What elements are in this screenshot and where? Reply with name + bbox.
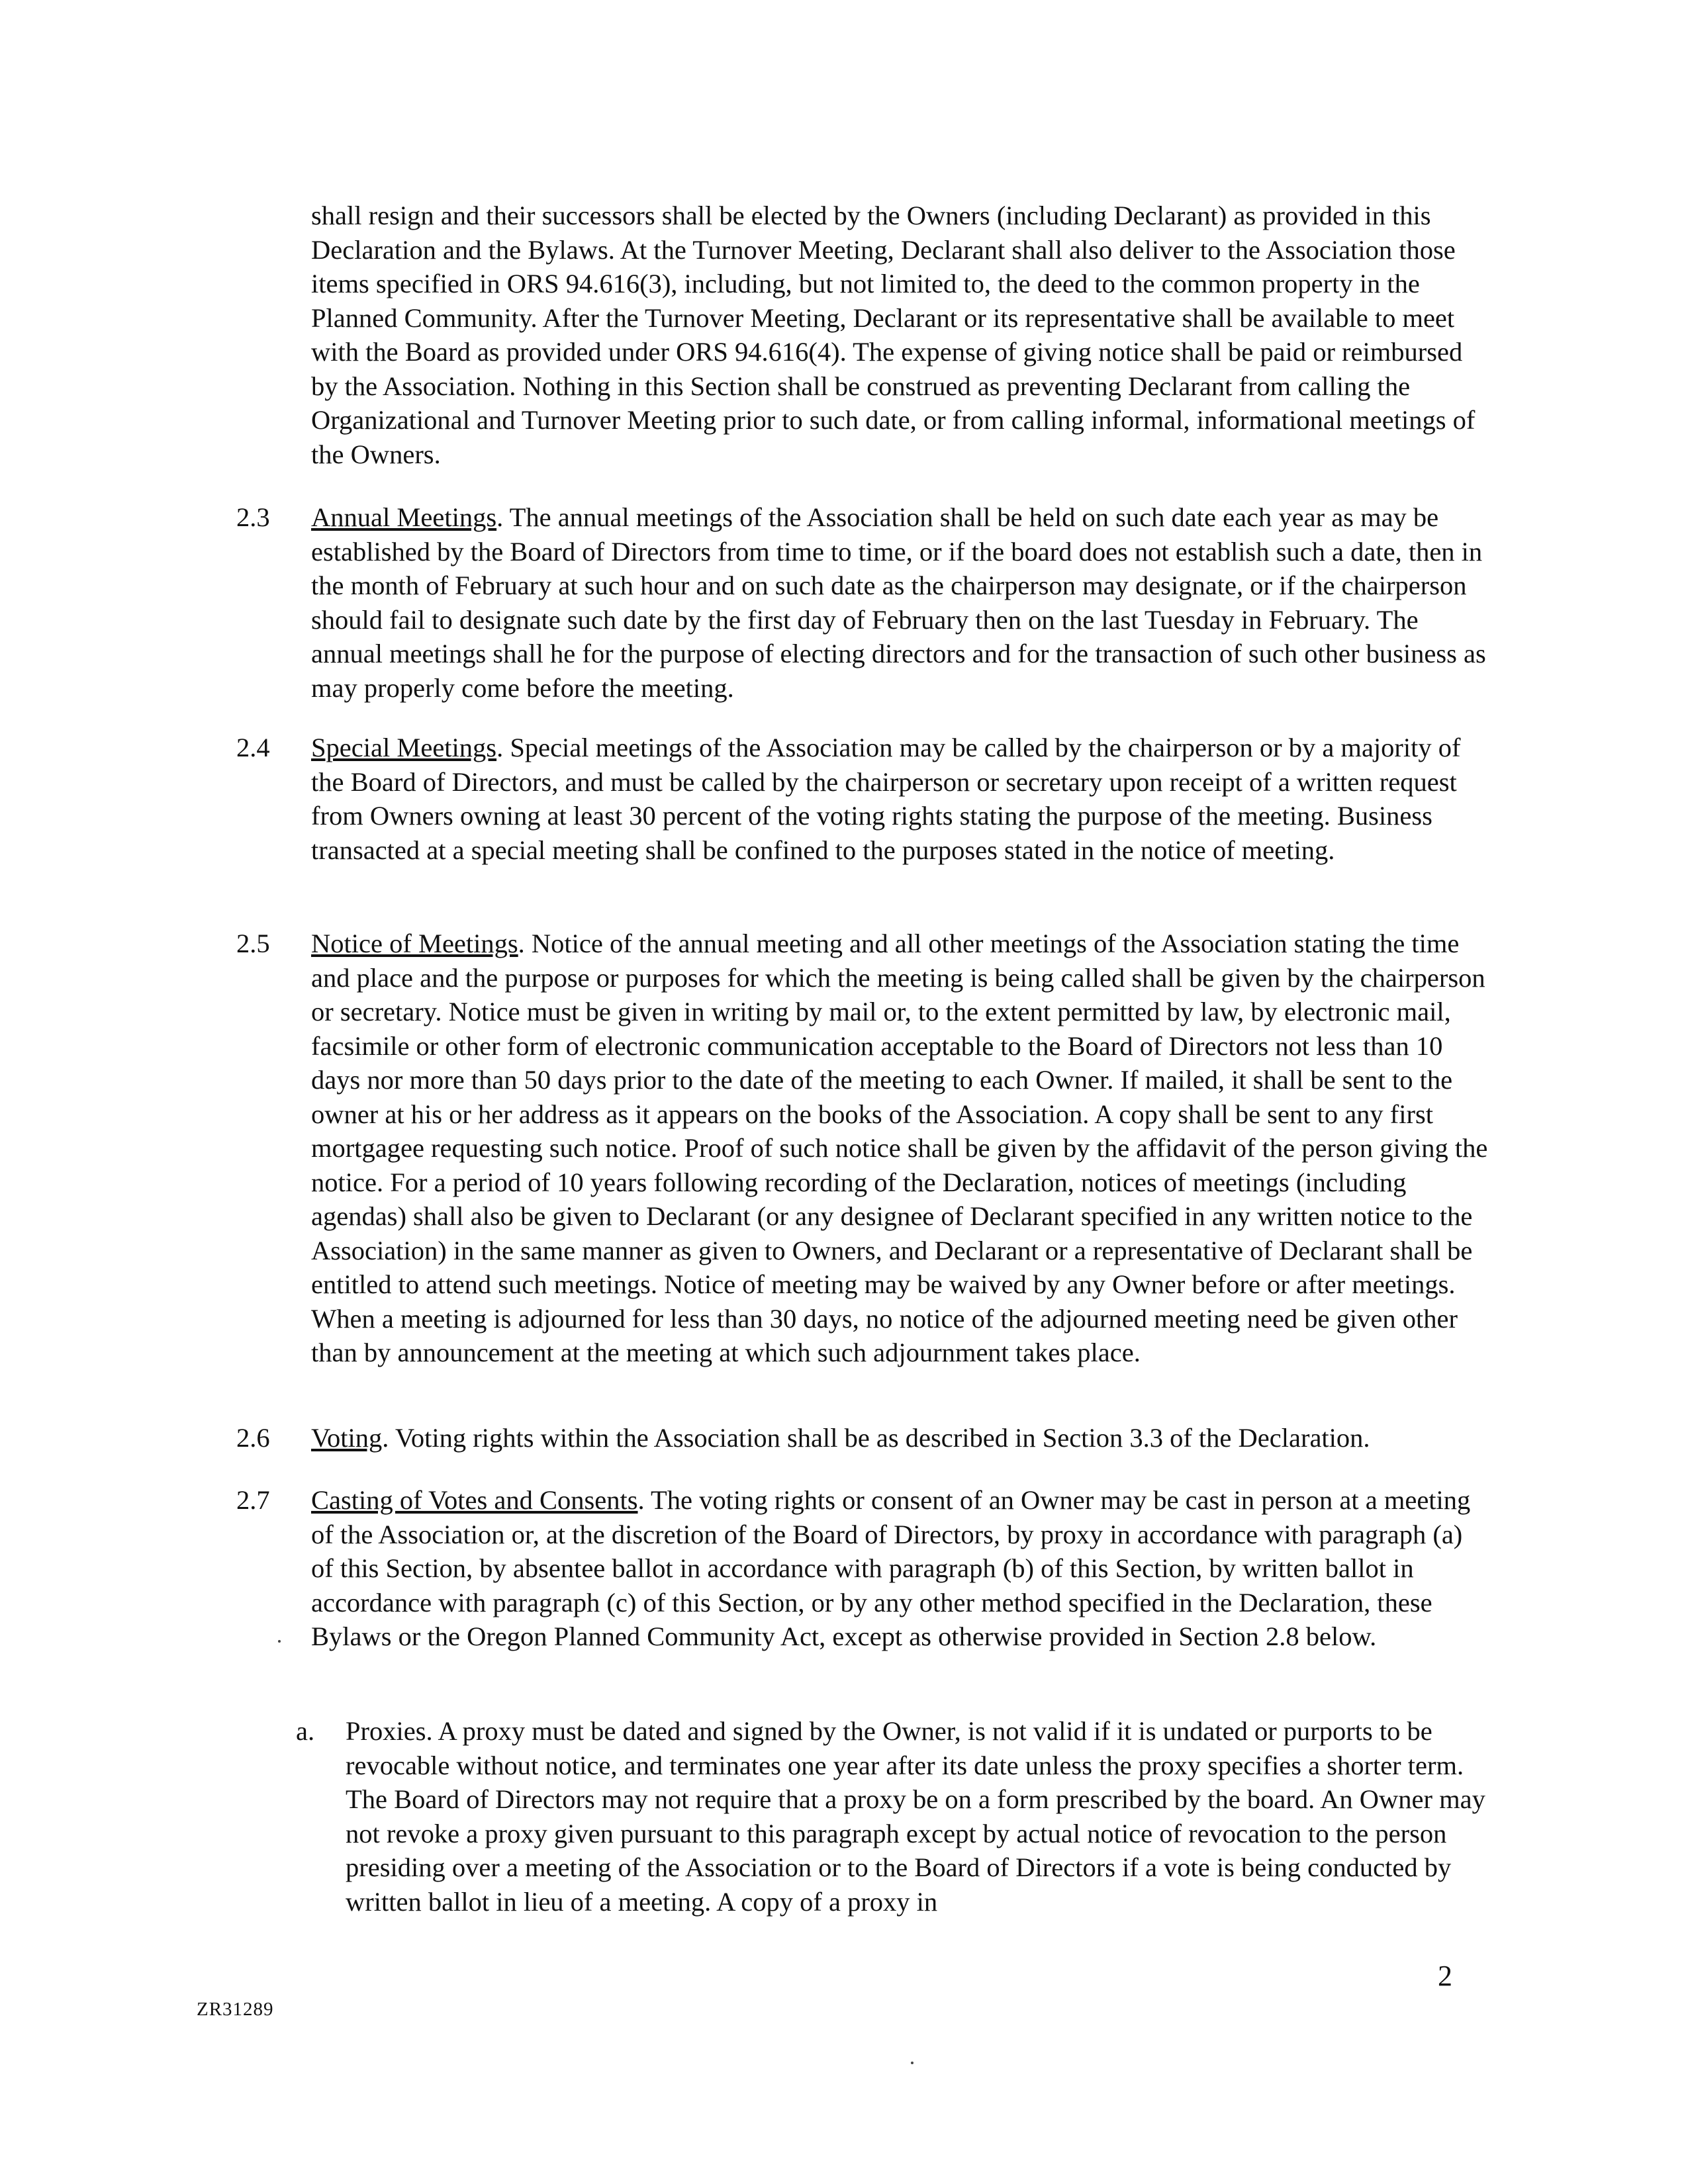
section-number-2-6: 2.6 xyxy=(236,1423,270,1453)
section-2-6-heading: Voting xyxy=(311,1423,383,1453)
section-number-2-7: 2.7 xyxy=(236,1485,270,1515)
section-2-5-body: . Notice of the annual meeting and all other meetings of the Association stating the time and place and the purpose or purposes for which the meeting is being called shall be given by the chairperson or secretary. Notice must be given in writing by mail or, to the extent permitted by law, by electronic mail, facsimile or other form of electronic communication acceptable to the Board of Directors not less than 10 days nor more than 50 days prior to the date of the meeting to each Owner. If mailed, it shall be sent to the owner at his or her address as it appears on the books of the Association. A copy shall be sent to any first mortgagee requesting such notice. Proof of such notice shall be given by the affidavit of the person giving the notice. For a period of 10 years following recording of the Declaration, notices of meetings (including agendas) shall also be given to Declarant (or any designee of Declarant specified in any written notice to the Association) in the same manner as given to Owners, and Declarant or a representative of Declarant shall be entitled to attend such meetings. Notice of meeting may be waived by any Owner before or after meetings. When a meeting is adjourned for less than 30 days, no notice of the adjourned meeting need be given other than by announcement at the meeting at which such adjournment takes place. xyxy=(311,929,1488,1367)
section-number-2-5: 2.5 xyxy=(236,929,270,958)
section-2-4-heading: Special Meetings xyxy=(311,733,497,762)
document-code: ZR31289 xyxy=(197,1999,274,2020)
section-2-3-body: . The annual meetings of the Association shall be held on such date each year as may be established by the Board of Directors from time to time, or if the board does not establish such a date, then in the month of February at such hour and on such date as the chairperson may designate, or if the chairperson should fail to designate such date by the first day of February then on the last Tuesday in February. The annual meetings shall he for the purpose of electing directors and for the transaction of such other business as may properly come before the meeting. xyxy=(311,502,1486,703)
subparagraph-a: Proxies. A proxy must be dated and signed by the Owner, is not valid if it is undated or purports to be revocable without notice, and terminates one year after its date unless the proxy specifies a shorter term. The Board of Directors may not require that a proxy be on a form prescribed by the board. An Owner may not revoke a proxy given pursuant to this paragraph except by actual notice of revocation to the person presiding over a meeting of the Association or to the Board of Directors if a vote is being conducted by written ballot in lieu of a meeting. A copy of a proxy in xyxy=(346,1716,1485,1917)
section-2-6-paragraph xyxy=(311,1421,1489,1455)
subparagraph-letter: a. xyxy=(296,1716,315,1746)
section-2-7-body: . The voting rights or consent of an Owner may be cast in person at a meeting of the Association or, at the discretion of the Board of Directors, by proxy in accordance with paragraph (a) of this Section, by absentee ballot in accordance with paragraph (b) of this Section, by written ballot in accordance with paragraph (c) of this Section, or by any other method specified in the Declaration, these Bylaws or the Oregon Planned Community Act, except as otherwise provided in Section 2.8 below. xyxy=(311,1485,1471,1651)
scan-speck xyxy=(278,1640,281,1643)
section-2-6-body: . Voting rights within the Association shall be as described in Section 3.3 of the Declaration. xyxy=(382,1423,1370,1453)
section-2-5-paragraph xyxy=(311,927,1489,1370)
section-number-2-3: 2.3 xyxy=(236,502,270,532)
section-2-5-heading: Notice of Meetings xyxy=(311,929,518,958)
section-2-4-body: . Special meetings of the Association may be called by the chairperson or by a majority of the Board of Directors, and must be called by the chairperson or secretary upon receipt of a written request from Owners owning at least 30 percent of the voting rights stating the purpose of the meeting. Business transacted at a special meeting shall be confined to the purposes stated in the notice of meeting. xyxy=(311,733,1461,865)
page-number: 2 xyxy=(1438,1960,1452,1992)
section-2-3-paragraph xyxy=(311,500,1489,705)
section-2-7-paragraph xyxy=(311,1483,1489,1654)
section-2-4-paragraph xyxy=(311,731,1489,867)
continuation-paragraph: shall resign and their successors shall be elected by the Owners (including Declarant) as provided in this Declaration and the Bylaws. At the Turnover Meeting, Declarant shall also deliver to the Association those items specified in ORS 94.616(3), including, but not limited to, the deed to the common property in the Planned Community. After the Turnover Meeting, Declarant or its representative shall be available to meet with the Board as provided under ORS 94.616(4). The expense of giving notice shall be paid or reimbursed by the Association. Nothing in this Section shall be construed as preventing Declarant from calling the Organizational and Turnover Meeting prior to such date, or from calling informal, informational meetings of the Owners. xyxy=(311,201,1476,469)
section-2-7-heading: Casting of Votes and Consents xyxy=(311,1485,638,1515)
section-number-2-4: 2.4 xyxy=(236,733,270,762)
section-2-3-heading: Annual Meetings xyxy=(311,502,497,532)
scan-speck xyxy=(911,2062,914,2064)
